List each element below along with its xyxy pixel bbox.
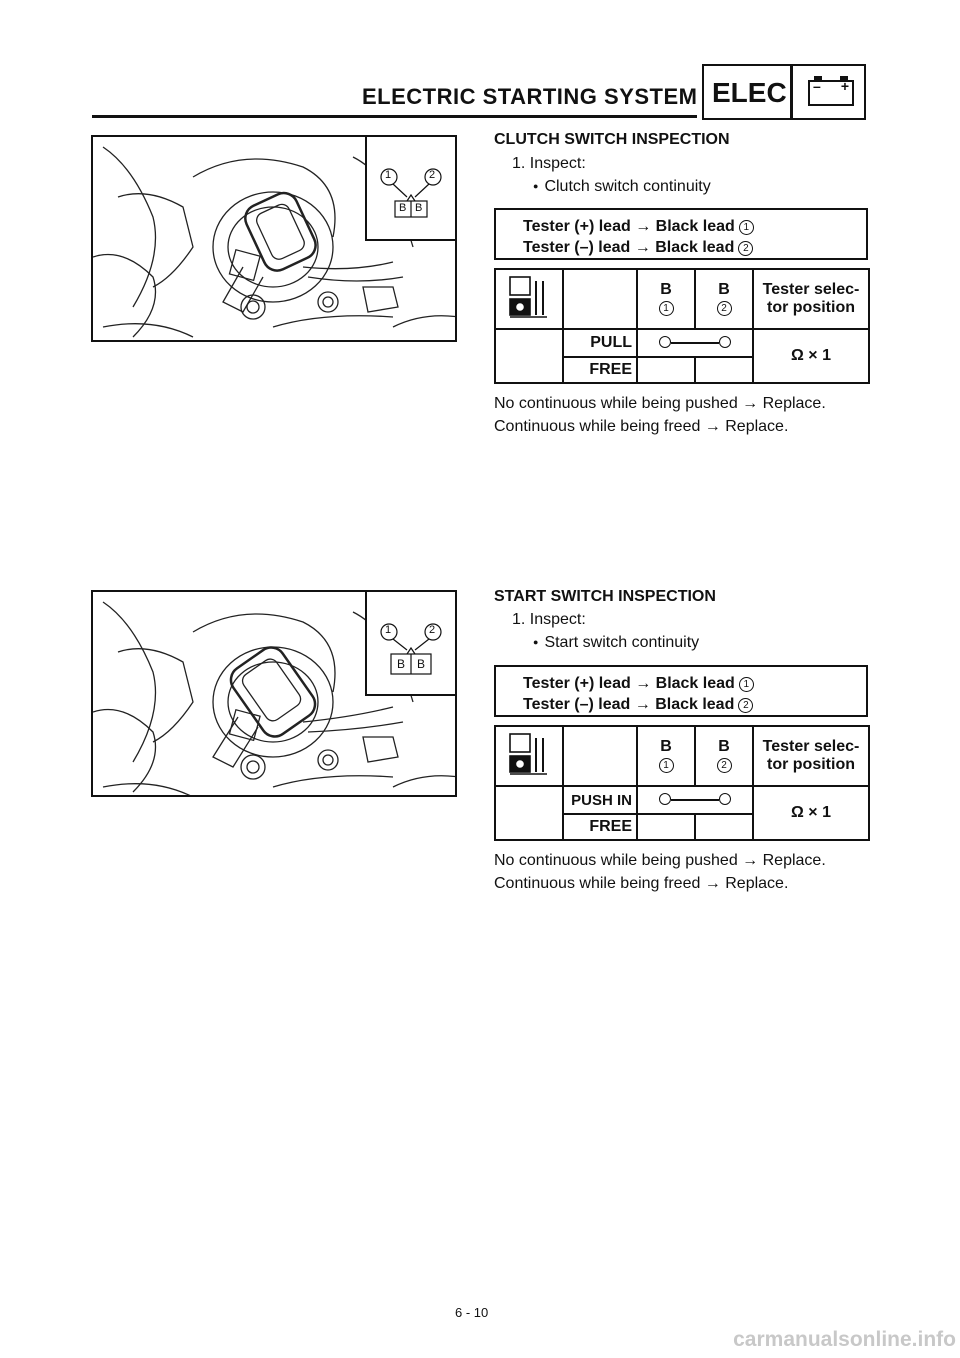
continuity-wire [637, 786, 753, 814]
section-code: ELEC [712, 77, 787, 108]
col-num-1: 1 [659, 301, 674, 316]
inset-wire-b1: B [397, 657, 406, 671]
start-switch-illustration [91, 590, 457, 797]
lead-minus: Tester (–) lead → Black lead [523, 239, 735, 256]
section-title: CLUTCH SWITCH INSPECTION [494, 131, 730, 148]
lead-box [494, 208, 868, 260]
inset-wire-b1: B [399, 202, 407, 214]
blank-header-cell [563, 726, 637, 786]
tester-icon [507, 273, 551, 321]
continuity-table [494, 725, 870, 841]
note-line-1: No continuous while being pushed → Replace. [494, 395, 826, 412]
step-text: 1. Inspect: [512, 611, 586, 628]
tester-icon [507, 730, 551, 778]
connector-inset [365, 592, 455, 696]
bullet-item: ● Clutch switch continuity [533, 178, 711, 196]
lead-plus-num: 1 [739, 677, 754, 692]
inset-wire-b2: B [415, 202, 423, 214]
row-label-push-in: PUSH IN [563, 786, 637, 814]
col-b1: B 1 [637, 726, 695, 786]
blank-side-cell [495, 786, 563, 840]
badge-divider [790, 66, 793, 118]
col-num-1: 1 [659, 758, 674, 773]
tester-icon-cell [495, 269, 563, 329]
header-rule [92, 115, 697, 118]
ohm-range: Ω × 1 [753, 329, 869, 383]
col-num-2: 2 [717, 758, 732, 773]
battery-icon [808, 80, 854, 106]
lead-box [494, 665, 868, 717]
empty-cell [637, 357, 695, 383]
bullet-item: ● Start switch continuity [533, 634, 699, 652]
tester-icon-cell [495, 726, 563, 786]
section-title: START SWITCH INSPECTION [494, 588, 716, 605]
empty-cell [695, 357, 753, 383]
watermark: carmanualsonline.info [733, 1328, 956, 1351]
step-text: 1. Inspect: [512, 155, 586, 172]
inset-label-1: 1 [385, 624, 392, 636]
lead-plus: Tester (+) lead → Black lead [523, 675, 735, 692]
lead-minus-num: 2 [738, 698, 753, 713]
lead-plus-num: 1 [739, 220, 754, 235]
col-b2: B 2 [695, 269, 753, 329]
battery-neg-sign: – [813, 78, 821, 94]
continuity-table [494, 268, 870, 384]
note-line-1: No continuous while being pushed → Replace. [494, 852, 826, 869]
lead-plus: Tester (+) lead → Black lead [523, 218, 735, 235]
inset-label-1: 1 [385, 169, 392, 181]
inset-label-2: 2 [429, 169, 436, 181]
ohm-range: Ω × 1 [753, 786, 869, 840]
col-b2: B 2 [695, 726, 753, 786]
empty-cell [695, 814, 753, 840]
note-line-2: Continuous while being freed → Replace. [494, 875, 789, 892]
col-b1: B 1 [637, 269, 695, 329]
selector-header: Tester selec- tor position [753, 269, 869, 329]
inset-label-2: 2 [429, 624, 436, 636]
empty-cell [637, 814, 695, 840]
battery-pos-sign: + [840, 78, 849, 94]
row-label-free: FREE [563, 357, 637, 383]
lead-minus-num: 2 [738, 241, 753, 256]
row-label-pull: PULL [563, 329, 637, 357]
blank-header-cell [563, 269, 637, 329]
clutch-switch-illustration [91, 135, 457, 342]
connector-inset [365, 137, 455, 241]
note-line-2: Continuous while being freed → Replace. [494, 418, 789, 435]
page-title: ELECTRIC STARTING SYSTEM [362, 84, 698, 109]
page-number: 6 - 10 [455, 1305, 489, 1320]
row-label-free: FREE [563, 814, 637, 840]
inset-wire-b2: B [417, 657, 426, 671]
section-badge [702, 64, 866, 120]
lead-minus: Tester (–) lead → Black lead [523, 696, 735, 713]
col-num-2: 2 [717, 301, 732, 316]
continuity-wire [637, 329, 753, 357]
blank-side-cell [495, 329, 563, 383]
selector-header: Tester selec- tor position [753, 726, 869, 786]
